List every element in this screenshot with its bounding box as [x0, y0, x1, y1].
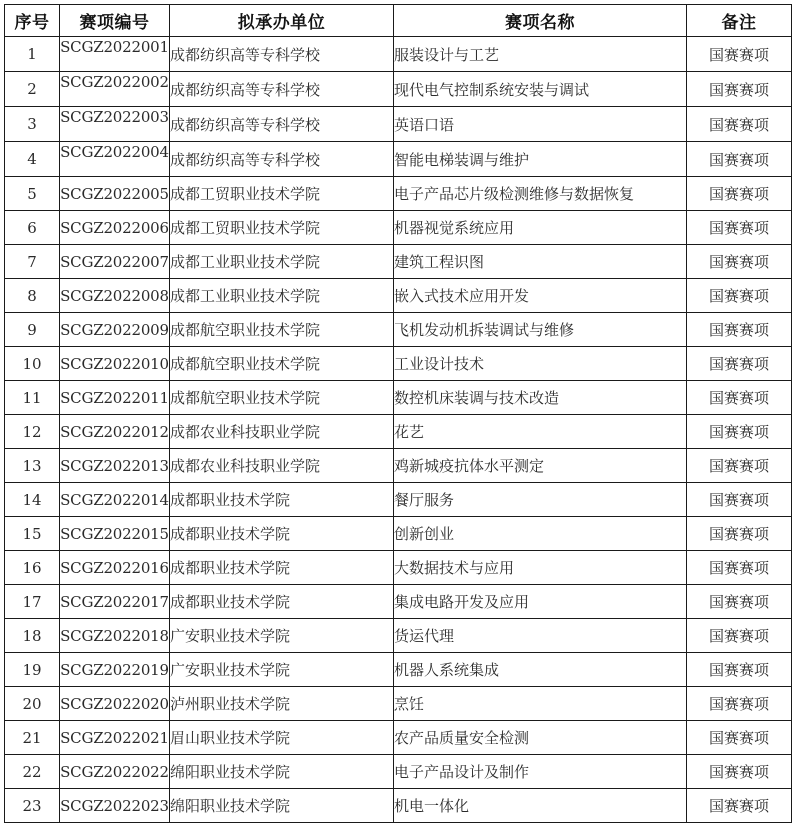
contest-name: 服装设计与工艺 — [394, 37, 687, 72]
contest-code: SCGZ2022020 — [60, 687, 170, 721]
table-row — [5, 279, 792, 313]
contest-code: SCGZ2022016 — [60, 551, 170, 585]
contest-code: SCGZ2022004 — [60, 142, 170, 177]
host-unit: 绵阳职业技术学院 — [170, 755, 394, 789]
table-row — [5, 347, 792, 381]
contest-code: SCGZ2022002 — [60, 72, 170, 107]
host-unit: 眉山职业技术学院 — [170, 721, 394, 755]
table-row — [5, 415, 792, 449]
host-unit: 绵阳职业技术学院 — [170, 789, 394, 823]
contest-name: 餐厅服务 — [394, 483, 687, 517]
table-body — [5, 37, 792, 823]
host-unit: 成都纺织高等专科学校 — [170, 142, 394, 177]
row-number: 23 — [5, 789, 60, 823]
table-row — [5, 789, 792, 823]
remark: 国赛赛项 — [687, 755, 792, 789]
contest-code: SCGZ2022023 — [60, 789, 170, 823]
table-row — [5, 517, 792, 551]
contest-name: 电子产品设计及制作 — [394, 755, 687, 789]
table-header-row — [5, 5, 792, 37]
contest-name: 嵌入式技术应用开发 — [394, 279, 687, 313]
remark: 国赛赛项 — [687, 72, 792, 107]
contest-name: 英语口语 — [394, 107, 687, 142]
host-unit: 广安职业技术学院 — [170, 619, 394, 653]
remark: 国赛赛项 — [687, 415, 792, 449]
remark: 国赛赛项 — [687, 789, 792, 823]
contest-name: 花艺 — [394, 415, 687, 449]
table-row — [5, 619, 792, 653]
contest-name: 工业设计技术 — [394, 347, 687, 381]
contest-code: SCGZ2022011 — [60, 381, 170, 415]
remark: 国赛赛项 — [687, 687, 792, 721]
remark: 国赛赛项 — [687, 279, 792, 313]
header-unit: 拟承办单位 — [170, 5, 394, 37]
table-row — [5, 483, 792, 517]
table-row — [5, 721, 792, 755]
contest-code: SCGZ2022018 — [60, 619, 170, 653]
contest-name: 集成电路开发及应用 — [394, 585, 687, 619]
remark: 国赛赛项 — [687, 619, 792, 653]
remark: 国赛赛项 — [687, 245, 792, 279]
table-row — [5, 37, 792, 72]
header-code: 赛项编号 — [60, 5, 170, 37]
host-unit: 成都航空职业技术学院 — [170, 313, 394, 347]
table-row — [5, 449, 792, 483]
contest-code: SCGZ2022005 — [60, 177, 170, 211]
host-unit: 成都工贸职业技术学院 — [170, 177, 394, 211]
row-number: 22 — [5, 755, 60, 789]
header-no: 序号 — [5, 5, 60, 37]
remark: 国赛赛项 — [687, 483, 792, 517]
contest-code: SCGZ2022015 — [60, 517, 170, 551]
row-number: 8 — [5, 279, 60, 313]
remark: 国赛赛项 — [687, 37, 792, 72]
remark: 国赛赛项 — [687, 381, 792, 415]
row-number: 10 — [5, 347, 60, 381]
remark: 国赛赛项 — [687, 313, 792, 347]
row-number: 2 — [5, 72, 60, 107]
row-number: 20 — [5, 687, 60, 721]
table-row — [5, 551, 792, 585]
row-number: 17 — [5, 585, 60, 619]
table-row — [5, 585, 792, 619]
host-unit: 成都工业职业技术学院 — [170, 245, 394, 279]
row-number: 21 — [5, 721, 60, 755]
row-number: 9 — [5, 313, 60, 347]
contest-code: SCGZ2022022 — [60, 755, 170, 789]
header-name: 赛项名称 — [394, 5, 687, 37]
contest-code: SCGZ2022008 — [60, 279, 170, 313]
contest-name: 货运代理 — [394, 619, 687, 653]
host-unit: 成都职业技术学院 — [170, 551, 394, 585]
host-unit: 成都纺织高等专科学校 — [170, 37, 394, 72]
remark: 国赛赛项 — [687, 449, 792, 483]
host-unit: 成都农业科技职业学院 — [170, 449, 394, 483]
contest-name: 数控机床装调与技术改造 — [394, 381, 687, 415]
remark: 国赛赛项 — [687, 551, 792, 585]
host-unit: 成都航空职业技术学院 — [170, 381, 394, 415]
row-number: 12 — [5, 415, 60, 449]
contest-code: SCGZ2022017 — [60, 585, 170, 619]
contest-name: 建筑工程识图 — [394, 245, 687, 279]
row-number: 4 — [5, 142, 60, 177]
header-note: 备注 — [687, 5, 792, 37]
row-number: 3 — [5, 107, 60, 142]
contest-code: SCGZ2022007 — [60, 245, 170, 279]
contest-name: 鸡新城疫抗体水平测定 — [394, 449, 687, 483]
row-number: 11 — [5, 381, 60, 415]
row-number: 7 — [5, 245, 60, 279]
contest-code: SCGZ2022021 — [60, 721, 170, 755]
row-number: 18 — [5, 619, 60, 653]
contest-name: 机电一体化 — [394, 789, 687, 823]
table-row — [5, 313, 792, 347]
remark: 国赛赛项 — [687, 211, 792, 245]
contest-name: 飞机发动机拆装调试与维修 — [394, 313, 687, 347]
contest-code: SCGZ2022010 — [60, 347, 170, 381]
remark: 国赛赛项 — [687, 347, 792, 381]
row-number: 14 — [5, 483, 60, 517]
remark: 国赛赛项 — [687, 142, 792, 177]
host-unit: 成都职业技术学院 — [170, 517, 394, 551]
host-unit: 成都职业技术学院 — [170, 483, 394, 517]
contest-name: 农产品质量安全检测 — [394, 721, 687, 755]
host-unit: 成都工业职业技术学院 — [170, 279, 394, 313]
contest-code: SCGZ2022014 — [60, 483, 170, 517]
remark: 国赛赛项 — [687, 177, 792, 211]
contest-name: 现代电气控制系统安装与调试 — [394, 72, 687, 107]
contest-name: 智能电梯装调与维护 — [394, 142, 687, 177]
contest-code: SCGZ2022001 — [60, 37, 170, 72]
contest-name: 创新创业 — [394, 517, 687, 551]
contest-code: SCGZ2022013 — [60, 449, 170, 483]
row-number: 1 — [5, 37, 60, 72]
host-unit: 泸州职业技术学院 — [170, 687, 394, 721]
contest-code: SCGZ2022012 — [60, 415, 170, 449]
host-unit: 广安职业技术学院 — [170, 653, 394, 687]
remark: 国赛赛项 — [687, 107, 792, 142]
row-number: 13 — [5, 449, 60, 483]
host-unit: 成都纺织高等专科学校 — [170, 107, 394, 142]
contest-name: 机器人系统集成 — [394, 653, 687, 687]
table-row — [5, 211, 792, 245]
remark: 国赛赛项 — [687, 517, 792, 551]
contest-code: SCGZ2022019 — [60, 653, 170, 687]
row-number: 15 — [5, 517, 60, 551]
row-number: 6 — [5, 211, 60, 245]
table-row — [5, 142, 792, 177]
host-unit: 成都纺织高等专科学校 — [170, 72, 394, 107]
host-unit: 成都航空职业技术学院 — [170, 347, 394, 381]
contest-code: SCGZ2022006 — [60, 211, 170, 245]
table-row — [5, 381, 792, 415]
contest-name: 机器视觉系统应用 — [394, 211, 687, 245]
contest-name: 大数据技术与应用 — [394, 551, 687, 585]
remark: 国赛赛项 — [687, 585, 792, 619]
contest-name: 烹饪 — [394, 687, 687, 721]
host-unit: 成都职业技术学院 — [170, 585, 394, 619]
host-unit: 成都农业科技职业学院 — [170, 415, 394, 449]
row-number: 19 — [5, 653, 60, 687]
table-row — [5, 687, 792, 721]
table-row — [5, 653, 792, 687]
contest-name: 电子产品芯片级检测维修与数据恢复 — [394, 177, 687, 211]
table-row — [5, 107, 792, 142]
table-row — [5, 177, 792, 211]
table-row — [5, 72, 792, 107]
row-number: 16 — [5, 551, 60, 585]
contest-table — [4, 4, 792, 823]
table-row — [5, 245, 792, 279]
table-row — [5, 755, 792, 789]
contest-code: SCGZ2022009 — [60, 313, 170, 347]
contest-code: SCGZ2022003 — [60, 107, 170, 142]
row-number: 5 — [5, 177, 60, 211]
remark: 国赛赛项 — [687, 653, 792, 687]
host-unit: 成都工贸职业技术学院 — [170, 211, 394, 245]
remark: 国赛赛项 — [687, 721, 792, 755]
